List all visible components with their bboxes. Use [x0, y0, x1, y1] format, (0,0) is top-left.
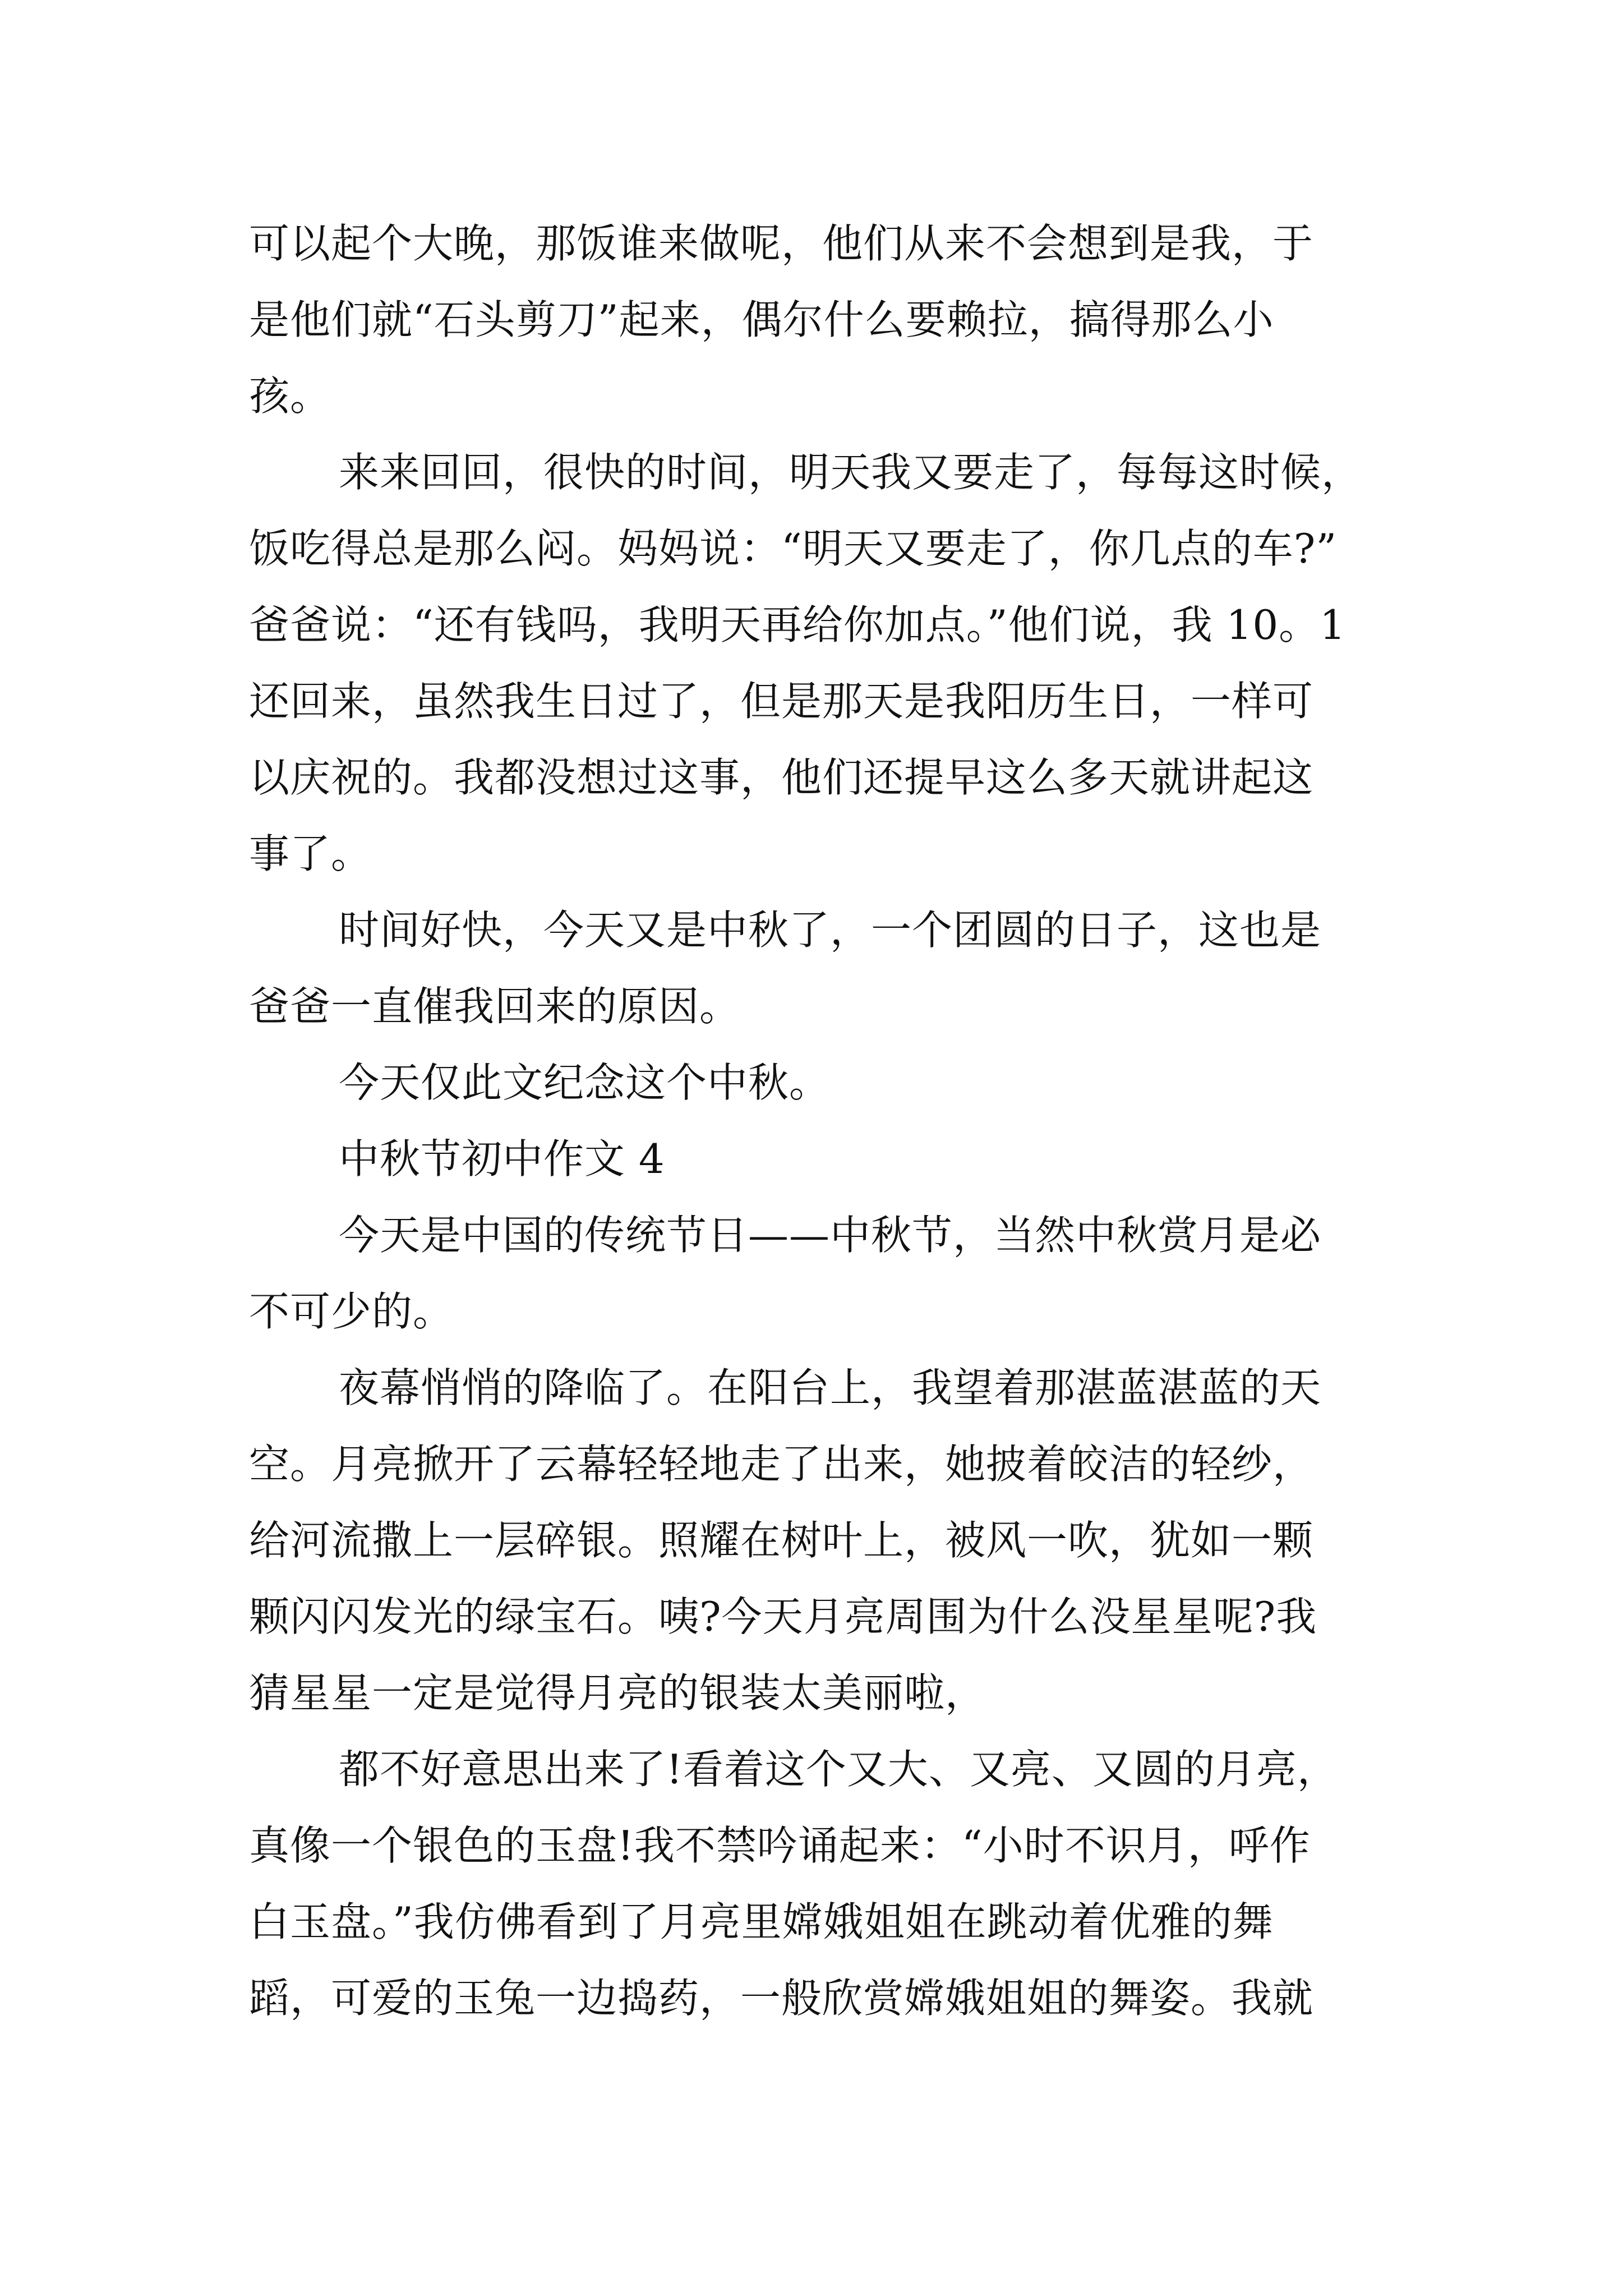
- text-line: 可以起个大晚，那饭谁来做呢，他们从来不会想到是我，于: [249, 220, 1314, 267]
- text-line: 爸爸说：“还有钱吗，我明天再给你加点。”他们说，我 10。1: [249, 601, 1346, 648]
- text-line: 时间好快，今天又是中秋了，一个团圆的日子，这也是: [339, 907, 1322, 954]
- text-line: 今天是中国的传统节日——中秋节，当然中秋赏月是必: [339, 1212, 1322, 1259]
- text-line: 不可少的。: [249, 1288, 454, 1335]
- text-line: 都不好意思出来了!看着这个又大、又亮、又圆的月亮，: [339, 1746, 1338, 1793]
- text-line: 以庆祝的。我都没想过这事，他们还提早这么多天就讲起这: [249, 754, 1314, 801]
- text-line: 夜幕悄悄的降临了。在阳台上，我望着那湛蓝湛蓝的天: [339, 1364, 1322, 1411]
- section-heading: 中秋节初中作文 4: [339, 1135, 665, 1182]
- text-line: 空。月亮掀开了云幕轻轻地走了出来，她披着皎洁的轻纱，: [249, 1441, 1314, 1488]
- text-line: 猜星星一定是觉得月亮的银装太美丽啦，: [249, 1669, 986, 1717]
- text-line: 事了。: [249, 830, 372, 877]
- text-line: 爸爸一直催我回来的原因。: [249, 983, 741, 1030]
- text-line: 给河流撒上一层碎银。照耀在树叶上，被风一吹，犹如一颗: [249, 1517, 1314, 1564]
- text-line: 来来回回，很快的时间，明天我又要走了，每每这时候，: [339, 449, 1363, 496]
- text-line: 蹈，可爱的玉兔一边捣药，一般欣赏嫦娥姐姐的舞姿。我就: [249, 1975, 1314, 2022]
- text-line: 颗闪闪发光的绿宝石。咦?今天月亮周围为什么没星星呢?我: [249, 1593, 1317, 1640]
- text-line: 孩。: [249, 372, 331, 420]
- text-line: 真像一个银色的玉盘!我不禁吟诵起来：“小时不识月，呼作: [249, 1822, 1311, 1869]
- text-line: 今天仅此文纪念这个中秋。: [339, 1059, 831, 1106]
- text-line: 还回来，虽然我生日过了，但是那天是我阳历生日，一样可: [249, 678, 1314, 725]
- text-line: 饭吃得总是那么闷。妈妈说：“明天又要走了，你几点的车?”: [249, 525, 1338, 572]
- text-line: 白玉盘。”我仿佛看到了月亮里嫦娥姐姐在跳动着优雅的舞: [249, 1898, 1274, 1945]
- text-line: 是他们就“石头剪刀”起来，偶尔什么要赖拉，搞得那么小: [249, 296, 1274, 343]
